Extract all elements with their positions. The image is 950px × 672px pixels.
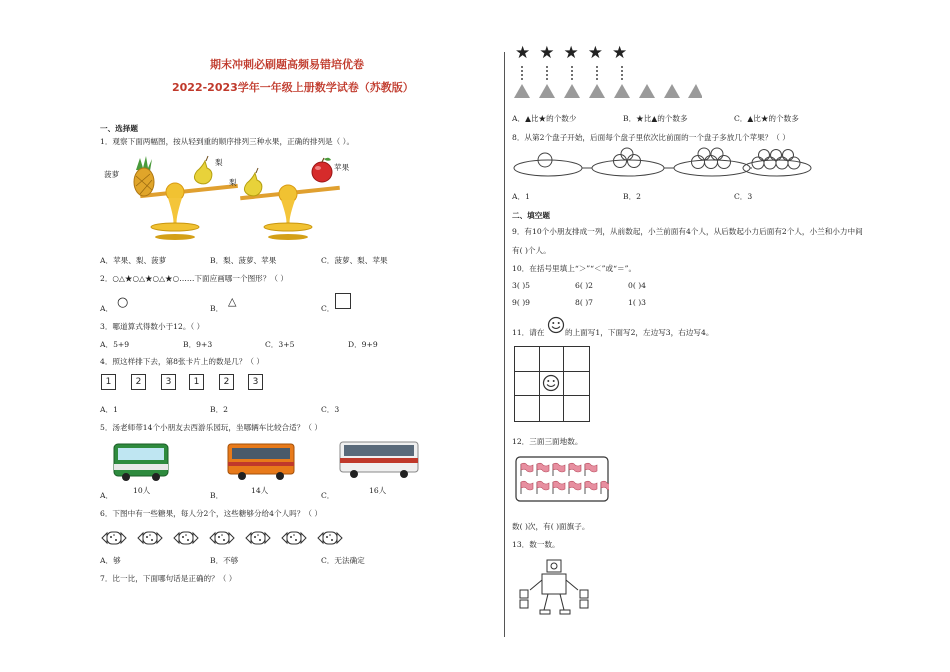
apple-plates-figure: [512, 146, 812, 182]
question-2: 2．○△★○△★○△★○……下面应画哪一个图形？（ ）: [100, 274, 288, 283]
q8-option-a: A．1: [512, 192, 530, 201]
question-7: 7．比一比，下面哪句话是正确的？（ ）: [100, 574, 237, 583]
question-5: 5．汤老师带14个小朋友去西游乐园玩，坐哪辆车比较合适？（ ）: [100, 423, 322, 432]
label-pear-left: 梨: [229, 178, 237, 187]
question-11-cont: 的上面写1，下面写2，左边写3，右边写4。: [565, 328, 714, 337]
star-icon: ★: [612, 43, 637, 63]
q8-option-b: B．2: [623, 192, 642, 201]
candy-icon: [282, 532, 306, 544]
q3-option-b: B．9+3: [183, 340, 213, 349]
apple-icon: [692, 156, 705, 169]
smiley-icon: [547, 316, 565, 334]
number-card: 2: [131, 374, 146, 390]
q7-option-c: C．▲比★的个数多: [734, 114, 799, 123]
candy-row: [100, 528, 360, 548]
candy-icon: [174, 532, 198, 544]
q4-option-a: A．1: [100, 405, 118, 414]
square-icon: [335, 293, 351, 309]
q5-option-c: C．: [321, 491, 335, 500]
question-12: 12．三面三面地数。: [512, 437, 583, 446]
label-pineapple: 菠萝: [104, 170, 120, 179]
apple-icon: [764, 157, 776, 169]
q2-option-b: B．: [210, 304, 224, 313]
candy-icon: [318, 532, 342, 544]
apple-icon: [759, 150, 770, 161]
star-row: [515, 43, 636, 63]
plate-icon: [514, 160, 582, 176]
apple-icon: [698, 148, 710, 160]
section-heading: 二、填空题: [512, 211, 550, 220]
page-subtitle: 2022-2023学年一年级上册数学试卷（苏教版）: [172, 81, 414, 94]
apple-icon: [705, 156, 718, 169]
number-card: 2: [219, 374, 234, 390]
q5-option-b: B．: [210, 491, 224, 500]
apple-icon: [711, 148, 723, 160]
smiley-icon: [542, 374, 560, 392]
triangle-icon: [539, 84, 555, 98]
apple-icon: [614, 155, 627, 168]
three-by-three-grid: [514, 346, 590, 422]
q4-option-b: B．2: [210, 405, 229, 414]
question-9-cont: 有( )个人。: [512, 246, 551, 255]
circle-block: [551, 563, 557, 569]
candy-icon: [102, 532, 126, 544]
triangle-icon: [614, 84, 630, 98]
square-block: [580, 600, 588, 608]
question-10: 10．在括号里填上“＞”“＜”或“＝”。: [512, 264, 637, 273]
q7-option-b: B．★比▲的个数多: [623, 114, 688, 123]
section-heading: 一、选择题: [100, 124, 138, 133]
compare-blank[interactable]: 8( )7: [575, 298, 594, 307]
pear-icon: [244, 168, 261, 196]
label-pear-top: 梨: [215, 158, 223, 167]
question-3: 3．哪道算式得数小于12。（ ）: [100, 322, 205, 331]
square-block: [520, 590, 528, 598]
bus-capacity: 10人: [133, 486, 151, 495]
q1-option-c: C．菠萝、梨、苹果: [321, 256, 388, 265]
question-1: 1．观察下面两幅图，按从轻到重的顺序排列三种水果，正确的排列是（ ）。: [100, 137, 355, 146]
balance-scale-right: [240, 158, 340, 240]
page-title: 期末冲刺必刷题高频易错培优卷: [210, 58, 364, 71]
triangle-icon: [664, 84, 680, 98]
q6-option-a: A．够: [100, 556, 121, 565]
question-6: 6．下图中有一些糖果，每人分2个，这些糖够分给4个人吗？（ ）: [100, 509, 322, 518]
star-icon: ★: [563, 43, 588, 63]
number-card: 1: [189, 374, 204, 390]
q3-option-c: C．3+5: [265, 340, 295, 349]
square-block: [520, 600, 528, 608]
apple-icon: [628, 155, 641, 168]
number-card: 3: [248, 374, 263, 390]
question-8: 8．从第2个盘子开始，后面每个盘子里依次比前面的一个盘子多放几个苹果？（ ）: [512, 133, 790, 142]
triangle-row: [512, 64, 702, 100]
apple-icon: [718, 156, 731, 169]
triangle-icon: [639, 84, 655, 98]
compare-blank[interactable]: 3( )5: [512, 281, 531, 290]
q2-option-a: A．: [100, 304, 114, 313]
apple-icon: [783, 150, 794, 161]
apple-icon: [312, 158, 332, 182]
triangle-icon: [564, 84, 580, 98]
column-divider: [504, 52, 505, 637]
flags-box: [515, 456, 609, 502]
compare-blank[interactable]: 6( )2: [575, 281, 594, 290]
bus-capacity: 14人: [251, 486, 269, 495]
candy-icon: [138, 532, 162, 544]
label-apple: 苹果: [334, 163, 350, 172]
apple-icon: [752, 157, 764, 169]
star-icon: ★: [515, 43, 540, 63]
star-icon: ★: [587, 43, 612, 63]
compare-blank[interactable]: 0( )4: [628, 281, 647, 290]
q5-option-a: A．: [100, 491, 114, 500]
pear-icon: [194, 156, 211, 184]
star-icon: ★: [539, 43, 564, 63]
rectangle-block: [560, 610, 570, 614]
apple-icon: [771, 150, 782, 161]
q2-option-c: C．: [321, 304, 335, 313]
apple-icon: [621, 148, 633, 160]
compare-blank[interactable]: 9( )9: [512, 298, 531, 307]
rectangle-block: [540, 610, 550, 614]
apple-icon: [788, 157, 800, 169]
rectangle-block: [542, 574, 566, 594]
q6-option-c: C．无法确定: [321, 556, 365, 565]
q4-option-c: C．3: [321, 405, 340, 414]
bus-capacity: 16人: [369, 486, 387, 495]
question-13: 13．数一数。: [512, 540, 560, 549]
q6-option-b: B．不够: [210, 556, 239, 565]
candy-icon: [210, 532, 234, 544]
triangle-icon: [688, 84, 702, 98]
candy-icon: [246, 532, 270, 544]
square-block: [580, 590, 588, 598]
bus-icon: [226, 440, 298, 484]
circle-icon: ○: [117, 295, 129, 310]
pineapple-icon: [134, 156, 154, 196]
compare-blank[interactable]: 1( )3: [628, 298, 647, 307]
bus-icon: [338, 436, 422, 480]
triangle-icon: △: [228, 295, 237, 308]
triangle-icon: [589, 84, 605, 98]
q8-option-c: C．3: [734, 192, 753, 201]
apple-icon: [776, 157, 788, 169]
q1-option-b: B．梨、菠萝、苹果: [210, 256, 277, 265]
block-robot-figure: [514, 556, 598, 616]
question-9: 9．有10个小朋友排成一列，从前数起，小兰前面有4个人，从后数起小力后面有2个人，小兰和小力中间: [512, 227, 863, 236]
question-4: 4．照这样排下去，第8张卡片上的数是几？（ ）: [100, 357, 264, 366]
q7-option-a: A．▲比★的个数少: [512, 114, 577, 123]
q1-option-a: A．苹果、梨、菠萝: [100, 256, 167, 265]
triangle-icon: [514, 84, 530, 98]
q3-option-d: D．9+9: [348, 340, 378, 349]
number-card: 3: [161, 374, 176, 390]
question-11: 11．请在: [512, 328, 545, 337]
balance-scales-figure: [100, 150, 400, 242]
balance-scale-left: [134, 156, 238, 240]
bus-icon: [112, 440, 172, 484]
question-12-fill[interactable]: 数( )次，有( )面旗子。: [512, 522, 590, 531]
plate-icon: [743, 160, 811, 176]
number-card: 1: [101, 374, 116, 390]
q3-option-a: A．5+9: [100, 340, 130, 349]
